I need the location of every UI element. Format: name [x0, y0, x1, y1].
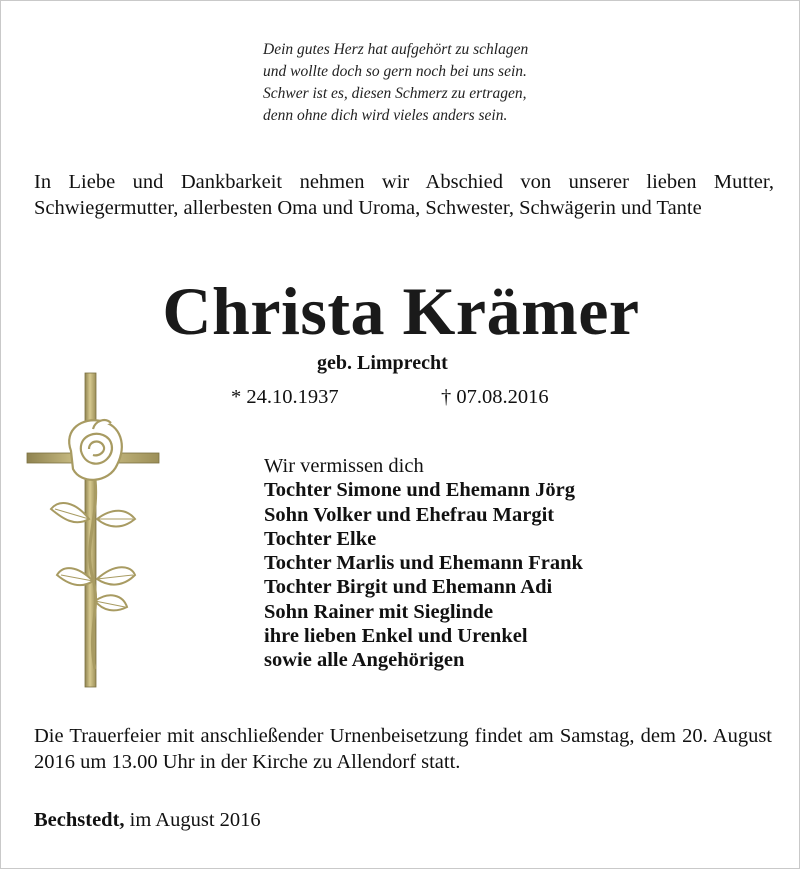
birth-date: * 24.10.1937 — [231, 386, 339, 408]
deceased-name: Christa Krämer — [162, 273, 640, 349]
family-member: sowie alle Angehörigen — [264, 649, 465, 672]
family-member: Tochter Simone und Ehemann Jörg — [264, 479, 575, 502]
poem-line: und wollte doch so gern noch bei uns sein. — [263, 63, 527, 80]
family-list — [264, 454, 684, 673]
intro-text: In Liebe und Dankbarkeit nehmen wir Abschied von unserer lieben Mutter, Schwiegermutter, allerbesten Oma und Uroma, Schwester, Schwägerin und Tante — [34, 171, 774, 219]
birth-name: geb. Limprecht — [317, 352, 448, 374]
death-date: † 07.08.2016 — [441, 386, 549, 408]
family-member: ihre lieben Enkel und Urenkel — [264, 625, 528, 648]
signoff-place: Bechstedt, — [34, 809, 125, 831]
family-lead: Wir vermissen dich — [264, 455, 424, 477]
family-member: Tochter Birgit und Ehemann Adi — [264, 576, 553, 599]
ceremony-info: Die Trauerfeier mit anschließender Urnenbeisetzung findet am Samstag, dem 20. August 2016 um 13.00 Uhr in der Kirche zu Allendorf statt. — [34, 725, 772, 773]
poem-line: Dein gutes Herz hat aufgehört zu schlagen — [263, 41, 529, 58]
poem-line: denn ohne dich wird vieles anders sein. — [263, 107, 508, 124]
family-member: Tochter Marlis und Ehemann Frank — [264, 552, 583, 575]
memorial-poem — [263, 39, 623, 127]
poem-line: Schwer ist es, diesen Schmerz zu ertragen, — [263, 85, 527, 102]
family-member: Sohn Volker und Ehefrau Margit — [264, 503, 555, 526]
family-member: Tochter Elke — [264, 527, 377, 550]
cross-with-rose-icon — [23, 369, 163, 689]
family-member: Sohn Rainer mit Sieglinde — [264, 600, 494, 623]
signoff — [34, 807, 261, 833]
signoff-date: im August 2016 — [124, 809, 261, 831]
